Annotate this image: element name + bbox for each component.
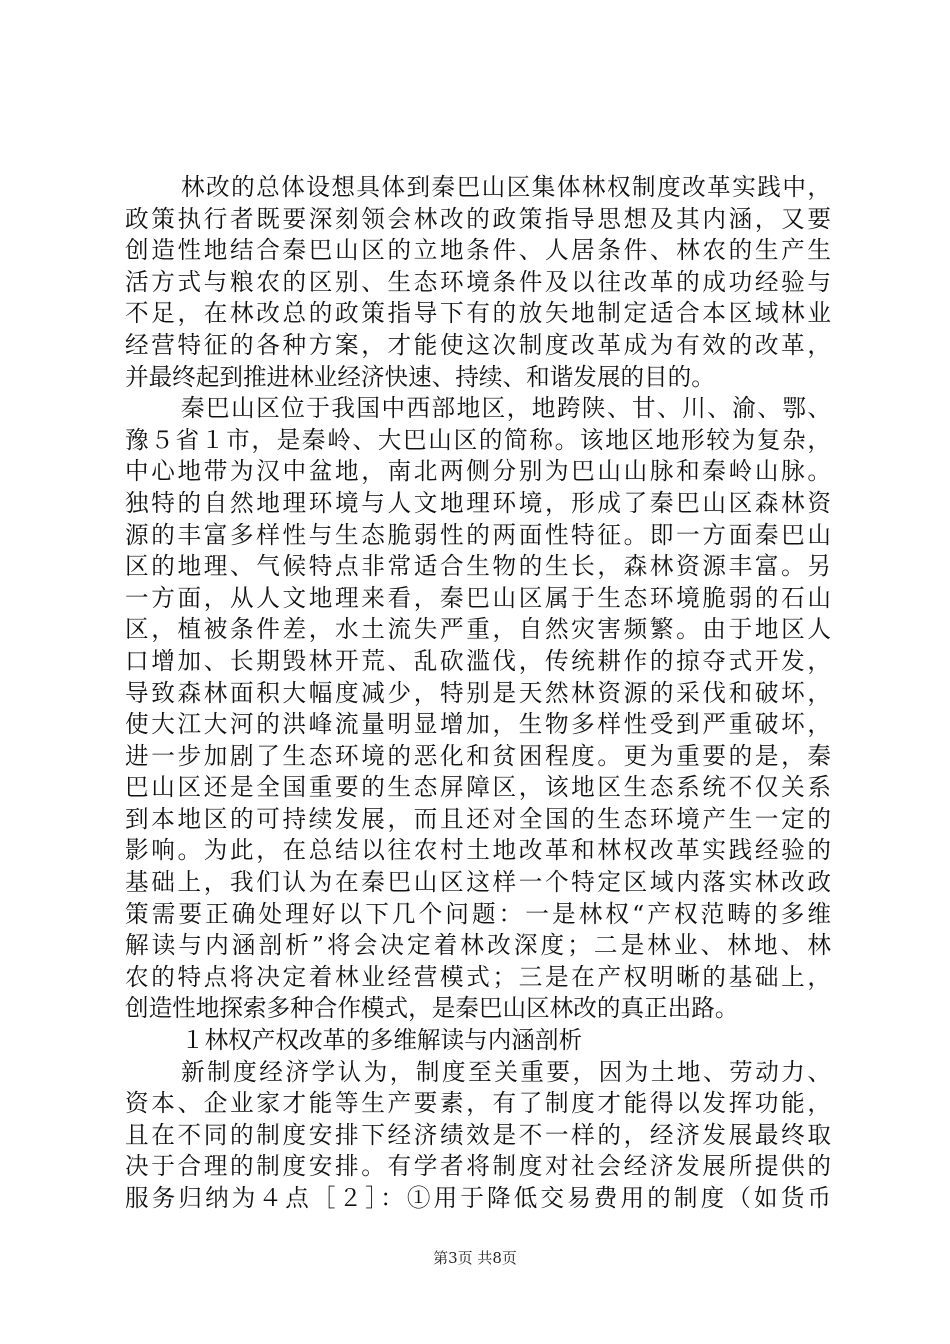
paragraph-line: 活方式与粮农的区别、生态环境条件及以往改革的成功经验与	[125, 267, 831, 296]
paragraph-line: 区，植被条件差，水土流失严重，自然灾害频繁。由于地区人	[125, 615, 831, 644]
body-text	[125, 172, 831, 1215]
paragraph-line: 不足，在林改总的政策指导下有的放矢地制定适合本区域林业	[125, 299, 831, 328]
paragraph-line: 服务归纳为４点［２］：①用于降低交易费用的制度（如货币	[125, 1184, 831, 1212]
paragraph-line: 经营特征的各种方案，才能使这次制度改革成为有效的改革，	[125, 330, 831, 359]
paragraph-line: 中心地带为汉中盆地，南北两侧分别为巴山山脉和秦岭山脉。	[125, 457, 831, 486]
paragraph-line: 创造性地探索多种合作模式，是秦巴山区林改的真正出路。	[125, 994, 739, 1023]
paragraph-line: 且在不同的制度安排下经济绩效是不一样的，经济发展最终取	[125, 1120, 831, 1149]
paragraph-line: 林改的总体设想具体到秦巴山区集体林权制度改革实践中，	[181, 173, 831, 201]
paragraph-line: 到本地区的可持续发展，而且还对全国的生态环境产生一定的	[125, 804, 831, 833]
paragraph-line: 资本、企业家才能等生产要素，有了制度才能得以发挥功能，	[125, 1089, 831, 1118]
paragraph-line: 口增加、长期毁林开荒、乱砍滥伐，传统耕作的掠夺式开发，	[125, 646, 831, 675]
paragraph-line: 一方面，从人文地理来看，秦巴山区属于生态环境脆弱的石山	[125, 583, 831, 612]
paragraph-line: 策需要正确处理好以下几个问题：一是林权“产权范畴的多维	[125, 899, 831, 928]
paragraph-line: 区的地理、气候特点非常适合生物的生长，森林资源丰富。另	[125, 552, 831, 581]
paragraph-line: 基础上，我们认为在秦巴山区这样一个特定区域内落实林改政	[125, 868, 831, 897]
paragraph-line: 进一步加剧了生态环境的恶化和贫困程度。更为重要的是，秦	[125, 741, 831, 770]
paragraph-line: 决于合理的制度安排。有学者将制度对社会经济发展所提供的	[125, 1152, 831, 1181]
paragraph-line: 创造性地结合秦巴山区的立地条件、人居条件、林农的生产生	[125, 236, 831, 265]
paragraph-line: 政策执行者既要深刻领会林改的政策指导思想及其内涵，又要	[125, 204, 831, 233]
paragraph-line: 秦巴山区位于我国中西部地区，地跨陕、甘、川、渝、鄂、	[181, 394, 831, 423]
paragraph-line: 并最终起到推进林业经济快速、持续、和谐发展的目的。	[125, 362, 715, 391]
paragraph-line: 新制度经济学认为，制度至关重要，因为土地、劳动力、	[181, 1057, 831, 1086]
paragraph-line: 源的丰富多样性与生态脆弱性的两面性特征。即一方面秦巴山	[125, 520, 831, 549]
paragraph-line: 使大江大河的洪峰流量明显增加，生物多样性受到严重破坏，	[125, 710, 831, 739]
paragraph-line: 巴山区还是全国重要的生态屏障区，该地区生态系统不仅关系	[125, 773, 831, 802]
page-number-footer: 第3页 共8页	[433, 1249, 517, 1267]
paragraph-line: 影响。为此，在总结以往农村土地改革和林权改革实践经验的	[125, 836, 831, 865]
paragraph-line: 导致森林面积大幅度减少，特别是天然林资源的采伐和破坏，	[125, 678, 831, 707]
paragraph-line: 农的特点将决定着林业经营模式；三是在产权明晰的基础上，	[125, 962, 831, 991]
paragraph-line: 独特的自然地理环境与人文地理环境，形成了秦巴山区森林资	[125, 488, 831, 517]
paragraph-line: 解读与内涵剖析”将会决定着林改深度；二是林业、林地、林	[125, 931, 831, 960]
paragraph-line: 豫５省１市，是秦岭、大巴山区的简称。该地区地形较为复杂，	[125, 425, 831, 454]
section-heading: １林权产权改革的多维解读与内涵剖析	[181, 1026, 583, 1055]
